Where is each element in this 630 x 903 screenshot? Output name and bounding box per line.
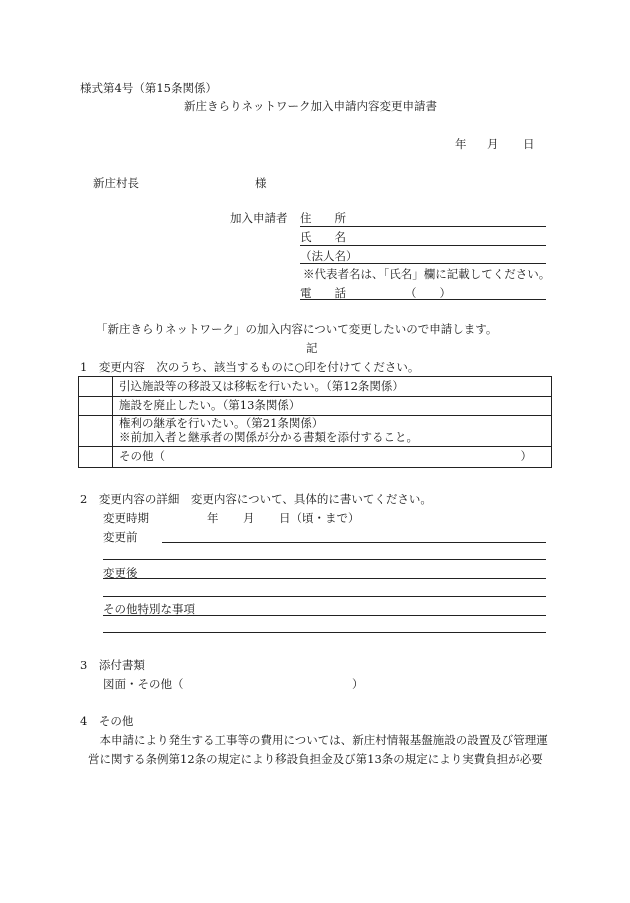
change-options-table [78, 376, 552, 468]
other-notes-field[interactable] [103, 615, 546, 616]
option-abolish-text: 施設を廃止したい。（第13条関係） [113, 397, 552, 416]
date-month-label: 月 [487, 137, 499, 151]
other-notes-field-line2[interactable] [103, 632, 546, 633]
phone-area-parens: （ ） [405, 286, 451, 300]
change-period-year: 年 [207, 511, 219, 525]
date-year-label: 年 [455, 137, 467, 151]
attachment-item: 図面・その他（ [103, 677, 184, 691]
name-field[interactable] [300, 245, 546, 246]
option-other-text: その他（ [119, 449, 165, 464]
option-mark-box[interactable] [79, 447, 113, 468]
ki-mark: 記 [306, 341, 318, 355]
section4-heading: 4 その他 [80, 714, 134, 728]
before-change-field-line2[interactable] [103, 559, 546, 560]
option-row-succession [79, 416, 552, 447]
option-mark-box[interactable] [79, 377, 113, 397]
option-succession-note: ※前加入者と継承者の関係が分かる書類を添付すること。 [119, 430, 418, 444]
option-other-close: ） [520, 449, 532, 464]
form-number: 様式第4号（第15条関係） [80, 81, 217, 95]
change-period-day: 日（頃・まで） [279, 511, 360, 525]
section3-heading: 3 添付書類 [80, 658, 145, 672]
change-period-month: 月 [243, 511, 255, 525]
option-row-other [79, 447, 552, 468]
phone-label: 電 話 [300, 286, 346, 300]
change-period-label: 変更時期 [103, 511, 149, 525]
representative-note: ※代表者名は、「氏名」欄に記載してください。 [303, 267, 551, 281]
after-change-label: 変更後 [103, 566, 138, 580]
document-title: 新庄きらりネットワーク加入申請内容変更申請書 [184, 99, 437, 113]
name-label: 氏 名 [300, 230, 346, 244]
section2-heading: 2 変更内容の詳細 変更内容について、具体的に書いてください。 [80, 492, 432, 506]
before-change-field[interactable] [162, 542, 546, 543]
option-mark-box[interactable] [79, 416, 113, 447]
application-statement: 「新庄きらりネットワーク」の加入内容について変更したいので申請します。 [96, 322, 498, 336]
after-change-field-line2[interactable] [103, 596, 546, 597]
option-relocation-text: 引込施設等の移設又は移転を行いたい。（第12条関係） [113, 377, 552, 397]
option-row-relocation [79, 377, 552, 397]
option-mark-box[interactable] [79, 397, 113, 416]
address-field[interactable] [300, 226, 546, 227]
addressee-honorific: 様 [255, 176, 267, 190]
after-change-field[interactable] [103, 578, 546, 579]
corporation-name-field[interactable] [300, 263, 546, 264]
other-notes-label: その他特別な事項 [103, 602, 195, 616]
phone-field[interactable] [300, 299, 546, 300]
addressee-name: 新庄村長 [93, 176, 139, 190]
option-row-abolish [79, 397, 552, 416]
date-day-label: 日 [523, 137, 535, 151]
attachment-close: ） [352, 677, 364, 691]
before-change-label: 変更前 [103, 530, 138, 544]
address-label: 住 所 [300, 211, 346, 225]
applicant-label: 加入申請者 [230, 211, 288, 225]
option-succession-text: 権利の継承を行いたい。（第21条関係） [119, 416, 324, 431]
section1-heading: 1 変更内容 次のうち、該当するものに○印を付けてください。 [80, 360, 420, 374]
section4-body: 本申請により発生する工事等の費用については、新庄村情報基盤施設の設置及び管理運営に関する条例第12条の規定により移設負担金及び第13条の規定により実費負担が必要 [88, 733, 548, 766]
corporation-name-label: （法人名） [300, 249, 358, 263]
